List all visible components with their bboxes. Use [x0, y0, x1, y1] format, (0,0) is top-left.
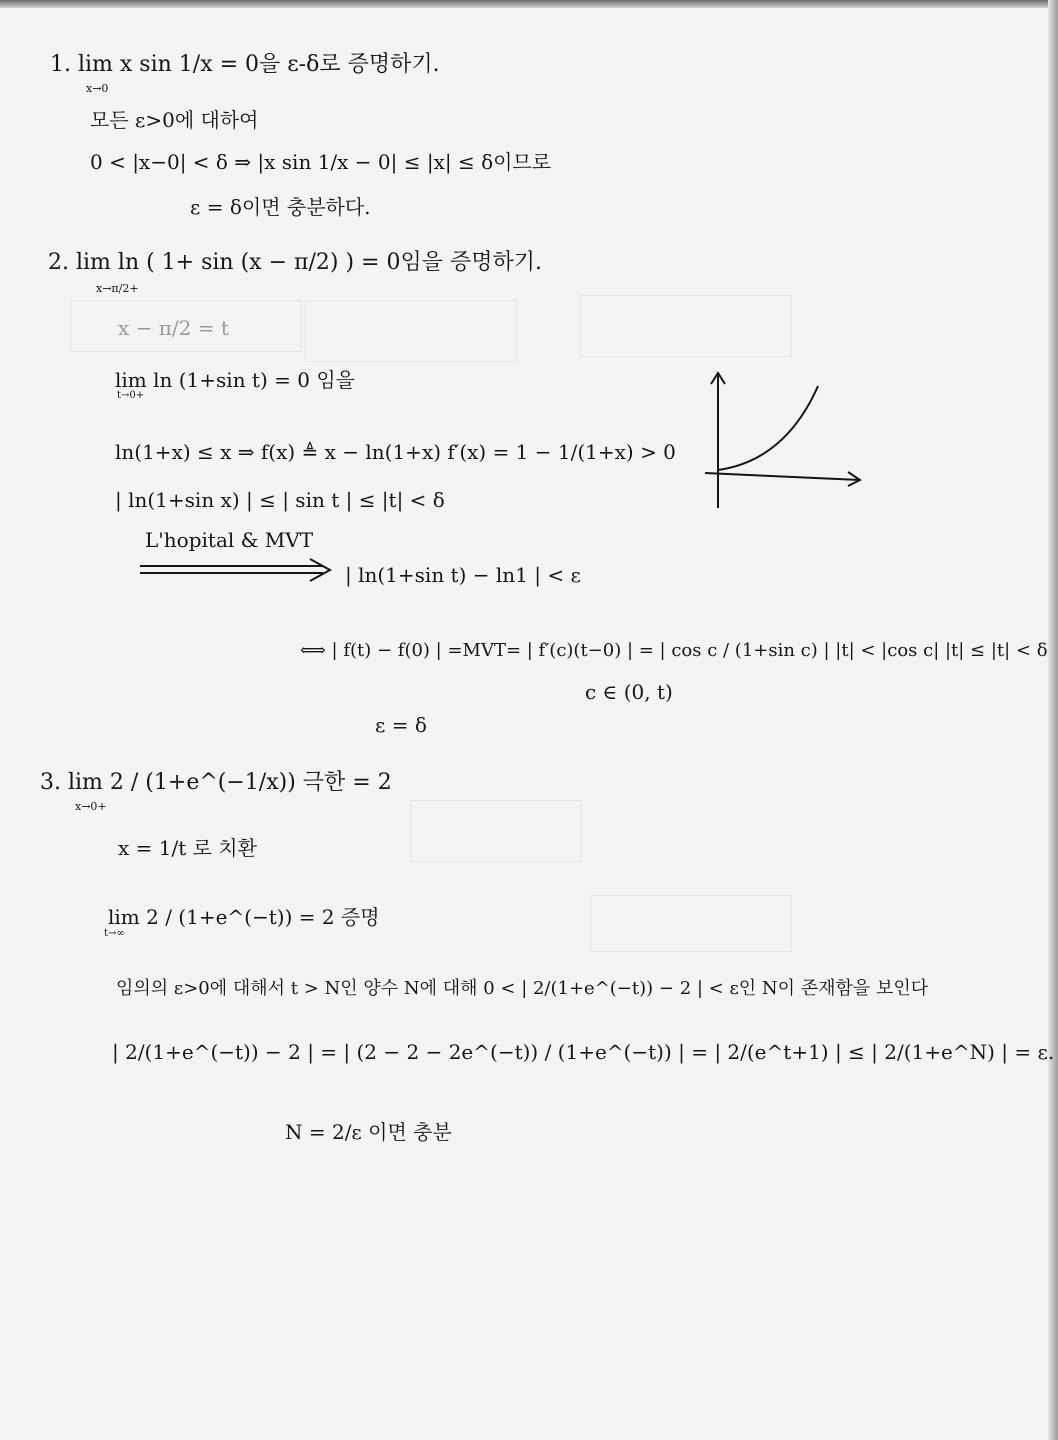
paper-top-shadow: [0, 0, 1058, 8]
problem-2-substitution: x − π/2 = t: [118, 316, 229, 340]
problem-3-line-1: x = 1/t 로 치환: [118, 836, 257, 860]
paper-right-shadow: [1048, 0, 1058, 1440]
bleed-through-box: [580, 295, 792, 357]
problem-1-line-3: ε = δ이면 충분하다.: [190, 195, 371, 219]
problem-1-line-1: 모든 ε>0에 대하여: [90, 108, 259, 132]
problem-3-line-2: lim 2 / (1+e^(−t)) = 2 증명: [108, 905, 380, 929]
problem-2-line-1-sub: t→0+: [117, 390, 145, 401]
problem-3-line-3: 임의의 ε>0에 대해서 t > N인 양수 N에 대해 0 < | 2/(1+e^(−t)) − 2 | < ε인 N이 존재함을 보인다: [116, 978, 929, 999]
problem-3-title: 3. lim 2 / (1+e^(−1/x)) 극한 = 2: [40, 770, 392, 795]
problem-3-limit-sub: x→0+: [75, 800, 107, 813]
bleed-through-box: [305, 300, 517, 362]
problem-2-line-5: | ln(1+sin t) − ln1 | < ε: [345, 563, 581, 587]
function-sketch-graph: [700, 368, 870, 518]
problem-1-line-2: 0 < |x−0| < δ ⇒ |x sin 1/x − 0| ≤ |x| ≤ δ이므로: [90, 150, 552, 174]
problem-1-limit-sub: x→0: [86, 82, 109, 95]
problem-2-line-4: L'hopital & MVT: [145, 528, 314, 552]
problem-3-line-2-sub: t→∞: [104, 928, 125, 939]
bleed-through-box: [590, 895, 792, 952]
problem-2-title: 2. lim ln ( 1+ sin (x − π/2) ) = 0임을 증명하기.: [48, 250, 542, 275]
problem-2-limit-sub: x→π/2+: [96, 282, 139, 295]
problem-2-line-8: ε = δ: [375, 713, 427, 737]
problem-2-line-7: c ∈ (0, t): [585, 680, 673, 704]
problem-2-line-2: ln(1+x) ≤ x ⇒ f(x) ≜ x − ln(1+x) f′(x) = 1 − 1/(1+x) > 0: [115, 440, 676, 464]
implication-arrow: [138, 558, 338, 588]
problem-2-line-6: ⟺ | f(t) − f(0) | =MVT= | f′(c)(t−0) | = | cos c / (1+sin c) | |t| < |cos c| |t| ≤ |t| < δ: [300, 640, 1048, 661]
problem-1-title: 1. lim x sin 1/x = 0을 ε-δ로 증명하기.: [50, 52, 440, 77]
problem-2-line-3: | ln(1+sin x) | ≤ | sin t | ≤ |t| < δ: [115, 488, 445, 512]
bleed-through-box: [410, 800, 582, 862]
problem-2-line-1: lim ln (1+sin t) = 0 임을: [115, 368, 355, 392]
problem-3-line-4: | 2/(1+e^(−t)) − 2 | = | (2 − 2 − 2e^(−t)) / (1+e^(−t)) | = | 2/(e^t+1) | ≤ | 2/(1+e^N) | = ε.: [112, 1040, 1055, 1064]
problem-3-line-5: N = 2/ε 이면 충분: [285, 1120, 452, 1144]
